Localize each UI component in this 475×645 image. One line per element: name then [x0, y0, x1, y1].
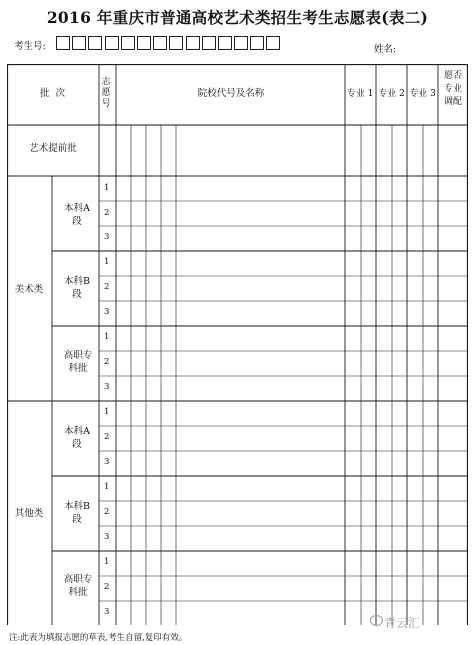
- choice-number: 1: [104, 482, 110, 492]
- exam-number-box[interactable]: [88, 36, 102, 50]
- exam-number-label: 考生号:: [14, 41, 46, 52]
- choice-number: 1: [104, 257, 110, 267]
- sub-art-vocational: 高职专科批: [63, 350, 93, 374]
- exam-number-box[interactable]: [169, 36, 183, 50]
- choice-number: 2: [104, 582, 110, 592]
- choice-number: 3: [104, 457, 110, 467]
- sub-other-undergrad-b: 本科B 段: [64, 501, 90, 525]
- choice-number: 1: [104, 183, 110, 193]
- exam-number-box[interactable]: [56, 36, 70, 50]
- header-major-2: 专业 2: [378, 89, 405, 99]
- choice-number: 3: [104, 232, 110, 242]
- footnote: 注:此表为填报志愿的草表,考生自留,复印有效。: [9, 633, 188, 643]
- form-title: 2016 年重庆市普通高校艺术类招生考生志愿表(表二): [46, 8, 429, 27]
- exam-number-box[interactable]: [121, 36, 135, 50]
- category-art: 美术类: [14, 284, 44, 295]
- choice-number: 3: [104, 532, 110, 542]
- exam-number-box[interactable]: [266, 36, 280, 50]
- sub-art-undergrad-a: 本科A 段: [64, 203, 90, 227]
- choice-number: 2: [104, 208, 110, 218]
- category-other: 其他类: [14, 508, 44, 519]
- name-label: 姓名:: [374, 44, 397, 55]
- sub-art-undergrad-b: 本科B 段: [64, 276, 90, 300]
- exam-number-box[interactable]: [250, 36, 264, 50]
- choice-number: 2: [104, 357, 110, 367]
- choice-number: 2: [104, 282, 110, 292]
- header-major-3: 专业 3: [409, 89, 436, 99]
- choice-number: 3: [104, 382, 110, 392]
- header-batch: 批 次: [39, 88, 66, 99]
- choice-number: 2: [104, 507, 110, 517]
- header-adjust-willingness: 愿否专业调配: [443, 71, 462, 108]
- choice-number: 3: [104, 607, 110, 617]
- choice-number: 1: [104, 557, 110, 567]
- choice-number: 1: [104, 407, 110, 417]
- sub-other-vocational: 高职专科批: [63, 574, 93, 598]
- exam-number-box[interactable]: [218, 36, 232, 50]
- exam-number-box[interactable]: [137, 36, 151, 50]
- header-major-1: 专业 1: [346, 89, 374, 99]
- exam-number-box[interactable]: [72, 36, 86, 50]
- choice-number: 1: [104, 332, 110, 342]
- exam-number-boxes[interactable]: [56, 36, 283, 50]
- choice-number: 3: [104, 307, 110, 317]
- choice-table: [7, 64, 468, 625]
- exam-number-box[interactable]: [153, 36, 167, 50]
- exam-number-box[interactable]: [105, 36, 119, 50]
- choice-number: 2: [104, 432, 110, 442]
- header-choice-number: 志愿号: [101, 77, 111, 109]
- early-batch-label: 艺术提前批: [29, 143, 77, 154]
- watermark: 青云汇: [384, 616, 421, 630]
- exam-number-box[interactable]: [186, 36, 200, 50]
- exam-number-box[interactable]: [234, 36, 248, 50]
- wechat-icon: [370, 615, 383, 626]
- exam-number-box[interactable]: [202, 36, 216, 50]
- sub-other-undergrad-a: 本科A 段: [64, 426, 90, 450]
- header-school-code-name: 院校代号及名称: [197, 88, 265, 99]
